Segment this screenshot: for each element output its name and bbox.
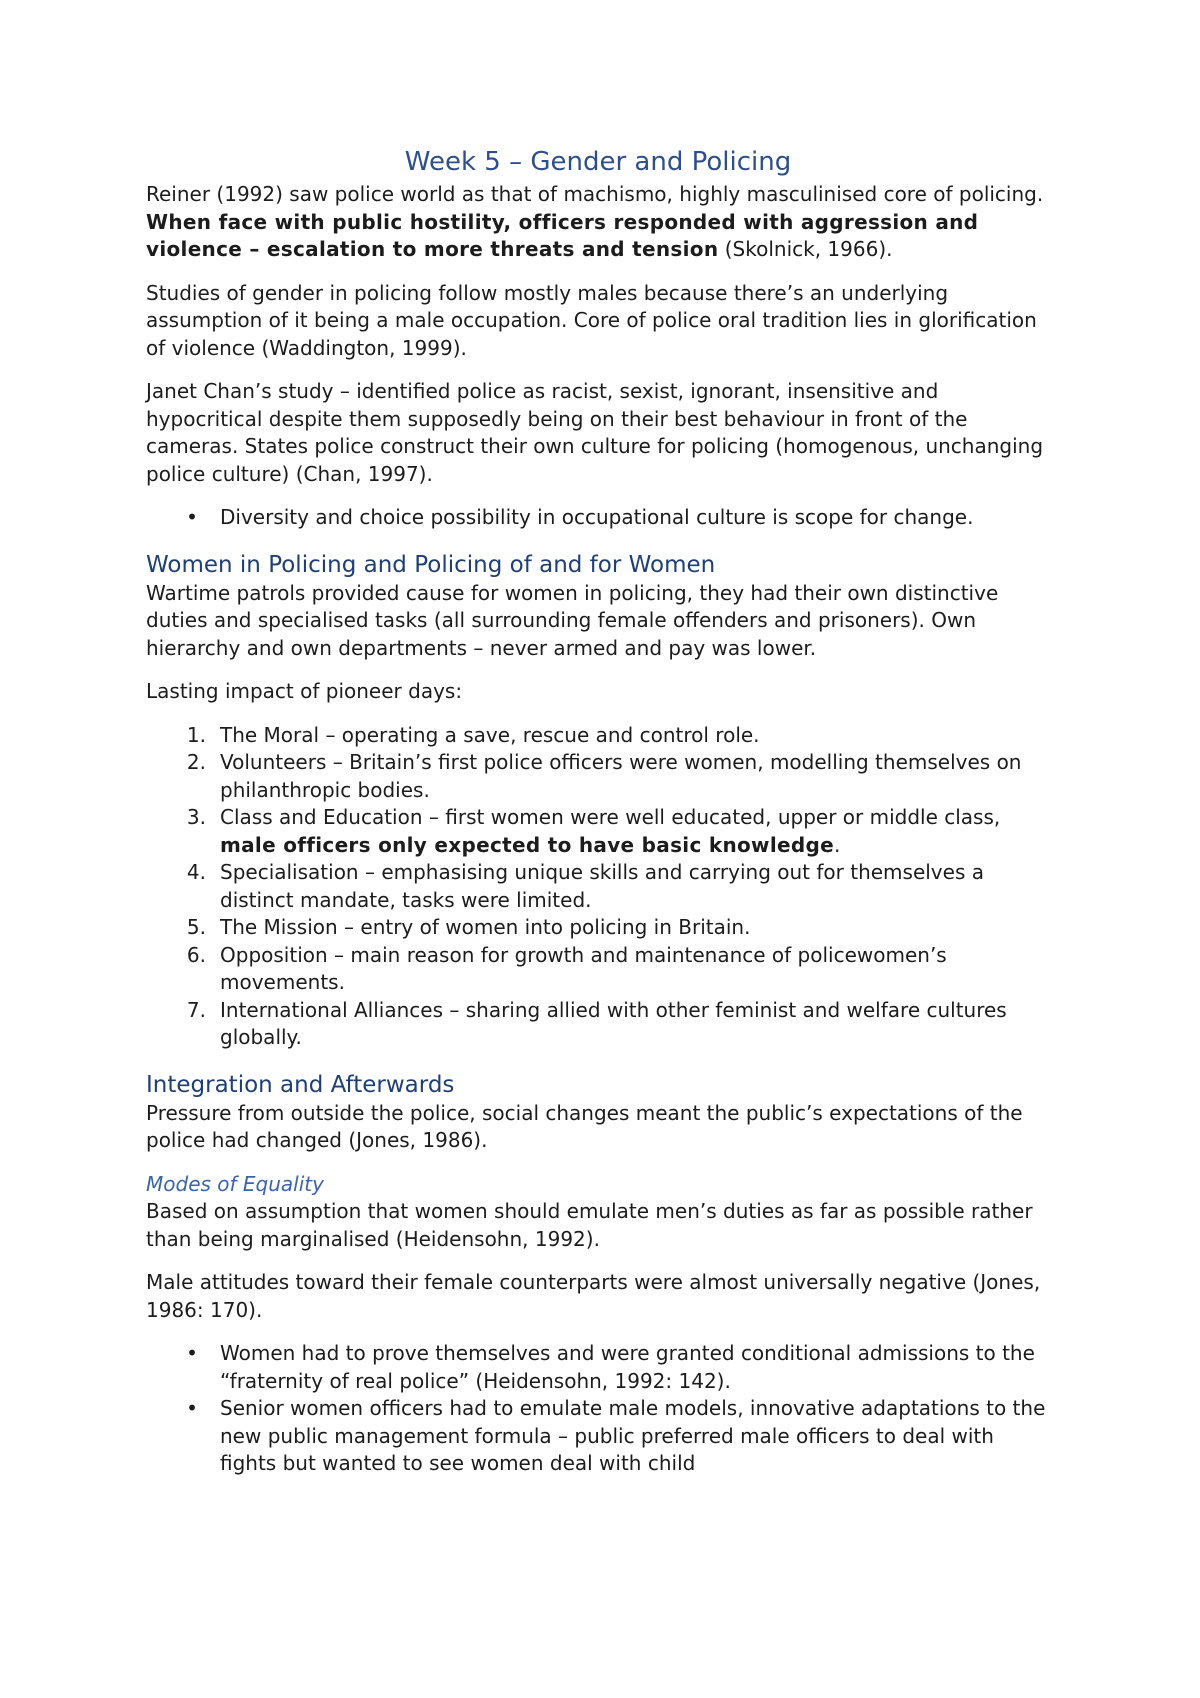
- bullet-icon: •: [186, 1341, 198, 1365]
- intro-paragraph-2: Studies of gender in policing follow mostly males because there’s an underlying assumption of it being a male occupation. Core of police oral tradition lies in glorification of violence (Waddington, 1999).: [146, 280, 1037, 360]
- intro-paragraph-1: Reiner (1992) saw police world as that of machismo, highly masculinised core of policing. When face with public hostility, officers responded with aggression and violence – escalation to more threats and tension (Skolnick, 1966).: [146, 182, 1044, 261]
- intro-paragraph-3: Janet Chan’s study – identified police as racist, sexist, ignorant, insensitive and hypocritical despite them supposedly being on their best behaviour in front of the cameras. States police construct their own culture for policing (homogenous, unchanging police culture) (Chan, 1997).: [146, 379, 1044, 486]
- integration-paragraph-3: Male attitudes toward their female counterparts were almost universally negative (Jones, 1986: 170).: [146, 1270, 1041, 1322]
- list-item: • Senior women officers had to emulate male models, innovative adaptations to the new public management formula – public preferred male officers to deal with fights but wanted to see women deal with child: [146, 1395, 1050, 1478]
- bullet-icon: •: [186, 1396, 198, 1420]
- pioneer-impact-list: [146, 722, 1050, 1052]
- women-paragraph-2: Lasting impact of pioneer days:: [146, 679, 463, 703]
- list-item: 4. Specialisation – emphasising unique skills and carrying out for themselves a distinct mandate, tasks were limited.: [186, 860, 984, 912]
- integration-bullet-list: [146, 1340, 1050, 1478]
- list-item: • Diversity and choice possibility in occupational culture is scope for change.: [146, 504, 1050, 532]
- list-item: 7. International Alliances – sharing allied with other feminist and welfare cultures globally.: [186, 997, 1007, 1049]
- list-item: 2. Volunteers – Britain’s first police officers were women, modelling themselves on philanthropic bodies.: [186, 750, 1022, 802]
- bullet-icon: •: [186, 505, 198, 529]
- integration-paragraph-2: Based on assumption that women should emulate men’s duties as far as possible rather than being marginalised (Heidensohn, 1992).: [146, 1199, 1033, 1251]
- list-item: 1. The Moral – operating a save, rescue and control role.: [186, 722, 760, 747]
- list-item: 5. The Mission – entry of women into policing in Britain.: [186, 915, 751, 939]
- list-item: • Women had to prove themselves and were granted conditional admissions to the “fraternity of real police” (Heidensohn, 1992: 142).: [146, 1340, 1050, 1395]
- section-heading-integration: Integration and Afterwards: [146, 1071, 455, 1098]
- integration-paragraph-1: Pressure from outside the police, social changes meant the public’s expectations of the police had changed (Jones, 1986).: [146, 1100, 1023, 1152]
- list-item: 6. Opposition – main reason for growth and maintenance of policewomen’s movements.: [186, 942, 947, 994]
- list-item: 3. Class and Education – first women were well educated, upper or middle class, male officers only expected to have basic knowledge.: [186, 805, 1001, 857]
- intro-bullet-list: [146, 504, 1050, 532]
- women-paragraph-1: Wartime patrols provided cause for women in policing, they had their own distinctive duties and specialised tasks (all surrounding female offenders and prisoners). Own hierarchy and own departments – never armed and pay was lower.: [146, 580, 999, 660]
- subheading-modes-of-equality: Modes of Equality: [146, 1171, 324, 1196]
- section-heading-women: Women in Policing and Policing of and for Women: [146, 551, 716, 578]
- page-title: Week 5 – Gender and Policing: [404, 147, 792, 177]
